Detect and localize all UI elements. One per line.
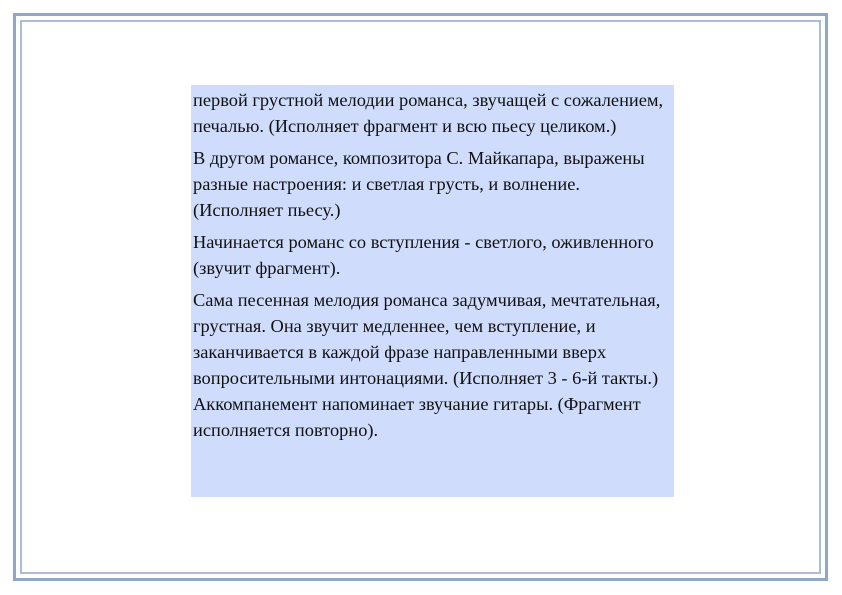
paragraph-2: В другом романсе, композитора С. Майкапара, выражены разные настроения: и светлая грусть, и волнение. (Исполняет пьесу.) [193, 148, 645, 220]
paragraph-4: Сама песенная мелодия романса задумчивая, мечтательная, грустная. Она звучит медленнее, чем вступление, и заканчивается в каждой фразе направленными вверх вопросительными интонациями. (Исполняет 3 - 6-й такты.) Аккомпанемент напоминает звучание гитары. (Фрагмент исполняется повторно). [193, 290, 661, 440]
paragraph-3: Начинается романс со вступления - светлого, оживленного (звучит фрагмент). [193, 232, 654, 278]
text-block [191, 85, 674, 497]
paragraph-1: первой грустной мелодии романса, звучащей с сожалением, печалью. (Исполняет фрагмент и всю пьесу целиком.) [193, 90, 664, 136]
